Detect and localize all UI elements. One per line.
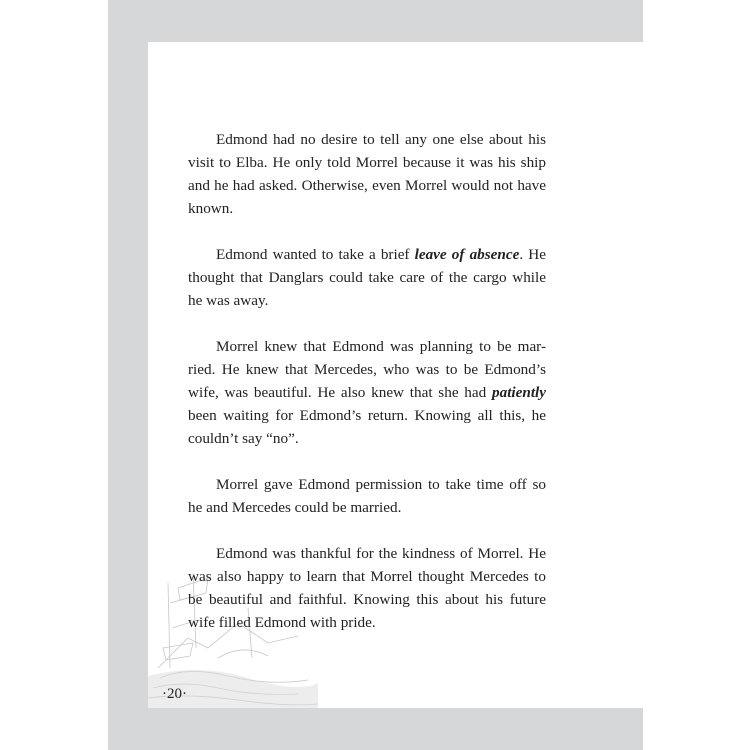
emphasized-term: leave of absence: [414, 246, 520, 263]
body-text: [188, 128, 546, 657]
paragraph-text: Edmond had no desire to tell any one else about his visit to Elba. He only told Morrel because it was his ship and he had asked. Otherwise, even Morrel would not have known.: [188, 131, 546, 217]
paragraph-text: been waiting for Edmond’s return. Knowing all this, he couldn’t say “no”.: [188, 407, 546, 447]
paragraph-text: . He thought that Danglars could take care of the cargo while he was away.: [188, 246, 546, 309]
paragraph-4: [188, 473, 546, 519]
emphasized-term: patiently: [492, 384, 546, 401]
page-number: ·20·: [162, 686, 187, 702]
paragraph-text: Morrel knew that Edmond was planning to be mar-ried. He knew that Mercedes, who was to be Edmond’s wife, was beautiful. He also knew that she had: [188, 338, 546, 401]
paragraph-2: [188, 243, 546, 312]
paragraph-1: [188, 128, 546, 220]
paragraph-3: [188, 335, 546, 450]
paragraph-text: Edmond wanted to take a brief: [216, 246, 415, 263]
paragraph-text: Edmond was thankful for the kindness of Morrel. He was also happy to learn that Morrel thought Mercedes to be beautiful and faithful. Knowing this about his future wife filled Edmond with pride.: [188, 545, 546, 631]
paragraph-text: Morrel gave Edmond permission to take time off so he and Mercedes could be married.: [188, 476, 546, 516]
paragraph-5: [188, 542, 546, 634]
